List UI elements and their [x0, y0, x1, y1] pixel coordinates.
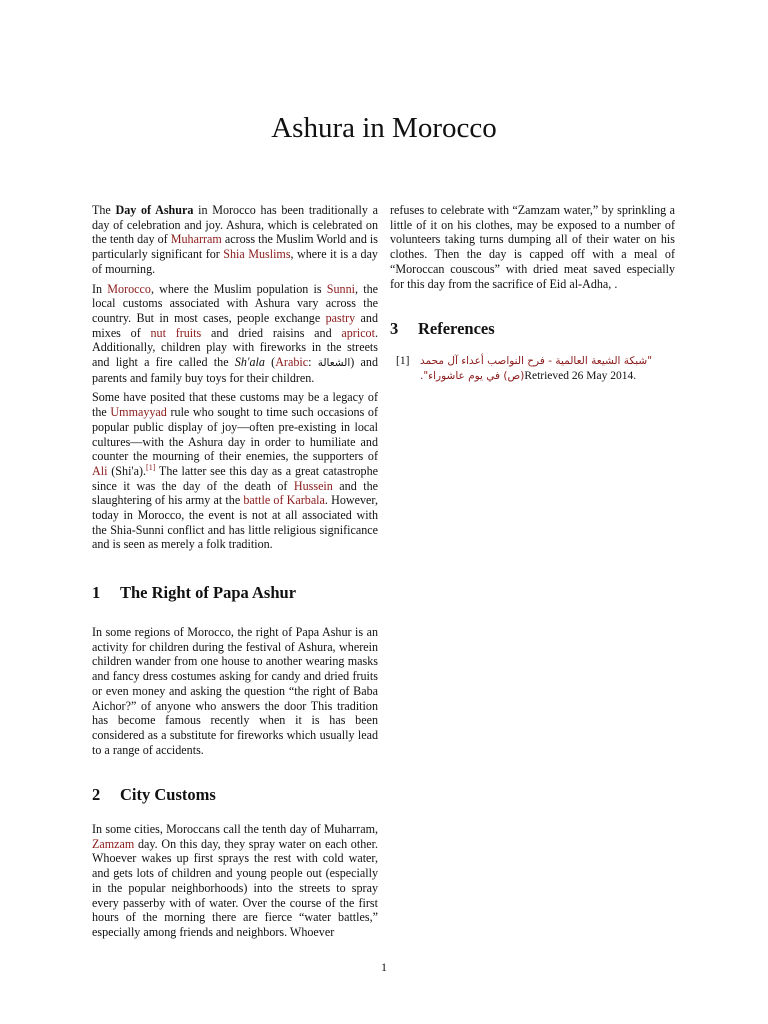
link-morocco[interactable]: Morocco [107, 281, 151, 296]
link-sunni[interactable]: Sunni [326, 281, 356, 296]
section-1-heading: 1 The Right of Papa Ashur [92, 583, 297, 602]
reference-link-arabic-2[interactable]: (ص) في يوم عاشوراء". [420, 369, 525, 382]
citation-1[interactable]: [1] [146, 462, 156, 472]
link-apricot[interactable]: apricot [341, 325, 375, 340]
section-1-body: In some regions of Morocco, the right of Papa Ashur is an activity for children during the festival of Ashura, wherein children wander from one house to another wearing masks and fancy dress costumes asking for candy and dried fruits or even money and asking the question “the right of Baba Aichor?” of anyone who answers the door This tradition has become famous recently when it is has been considered as a substitute for fireworks which usually lead to a range of accidents. [92, 625, 378, 757]
link-arabic[interactable]: Arabic [275, 355, 309, 370]
link-pastry[interactable]: pastry [325, 310, 356, 325]
link-muharram[interactable]: Muharram [170, 232, 222, 247]
page-number: 1 [381, 960, 387, 974]
reference-link-arabic[interactable]: "شبكة الشيعة العالمية - فرح النواصب أعداء آل محمد [420, 355, 653, 367]
link-shia-muslims[interactable]: Shia Muslims [223, 247, 291, 262]
section-2-body: In some cities, Moroccans call the tenth day of Muharram, Zamzam day. On this day, they spray water on each other. Whoever wakes up first sprays the rest with cold water, and gets lots of children and young people out (especially in the popular neighborhoods) into the streets to spray every passerby with of water. Over the course of the first hours of the morning there are fierce “water battles,” especially among friends and neighbors. Whoever [92, 822, 378, 939]
link-battle-of-karbala[interactable]: battle of Karbala [243, 493, 325, 508]
page-title: Ashura in Morocco [271, 112, 497, 144]
reference-1 [396, 354, 676, 383]
term-shala: Sh'ala [234, 355, 265, 370]
link-ummayyad[interactable]: Ummayyad [110, 405, 167, 420]
link-nut-fruits[interactable]: nut fruits [150, 325, 202, 340]
intro-paragraph-2: In Morocco, where the Muslim population is Sunni, the local customs associated with Ashura vary across the country. But in most cases, people exchange pastry and mixes of nut fruits and dried raisins and apricot. Additionally, children play with fireworks in the streets and light a fire called the Sh'ala (Arabic: الشعالة) and parents and family buy toys for their children. [92, 281, 378, 385]
link-ali[interactable]: Ali [92, 463, 108, 478]
intro-paragraph-1: The Day of Ashura in Morocco has been traditionally a day of celebration and joy. Ashura, which is celebrated on the tenth day of Muharram across the Muslim World and is particularly significant for Shia Muslims, where it is a day of mourning. [92, 203, 379, 276]
term-day-of-ashura: Day of Ashura [115, 203, 194, 217]
link-hussein[interactable]: Hussein [293, 478, 333, 493]
arabic-term: الشعالة [317, 357, 351, 370]
intro-paragraph-3: Some have posited that these customs may be a legacy of the Ummayyad rule who sought to time such occasions of popular public display of joy—often pre-existing in local cultures—with the Ashura day in order to humiliate and counter the mourning of their enemies, the supporters of Ali (Shi'a).[1] The latter see this day as a great catastrophe since it was the day of the death of Hussein and the slaughtering of his army at the battle of Karbala. However, today in Morocco, the event is not at all associated with the Shia-Sunni conflict and has little religious significance and is seen as merely a folk tradition. [92, 390, 378, 552]
section-2-continued: refuses to celebrate with “Zamzam water,” by sprinkling a little of it on his clothes, may be exposed to a number of volunteers taking turns dumping all of their water on his clothes. Then the day is capped off with a meal of “Moroccan couscous” with dried meat saved especially for this day from the sacrifice of Eid al-Adha, . [390, 203, 675, 291]
section-2-heading: 2 City Customs [92, 785, 216, 804]
link-zamzam[interactable]: Zamzam [92, 836, 135, 851]
reference-label: [1] [396, 355, 410, 367]
intro-column [92, 203, 378, 557]
section-3-heading: 3 References [390, 319, 495, 338]
reference-retrieved: Retrieved 26 May 2014. [524, 369, 637, 382]
